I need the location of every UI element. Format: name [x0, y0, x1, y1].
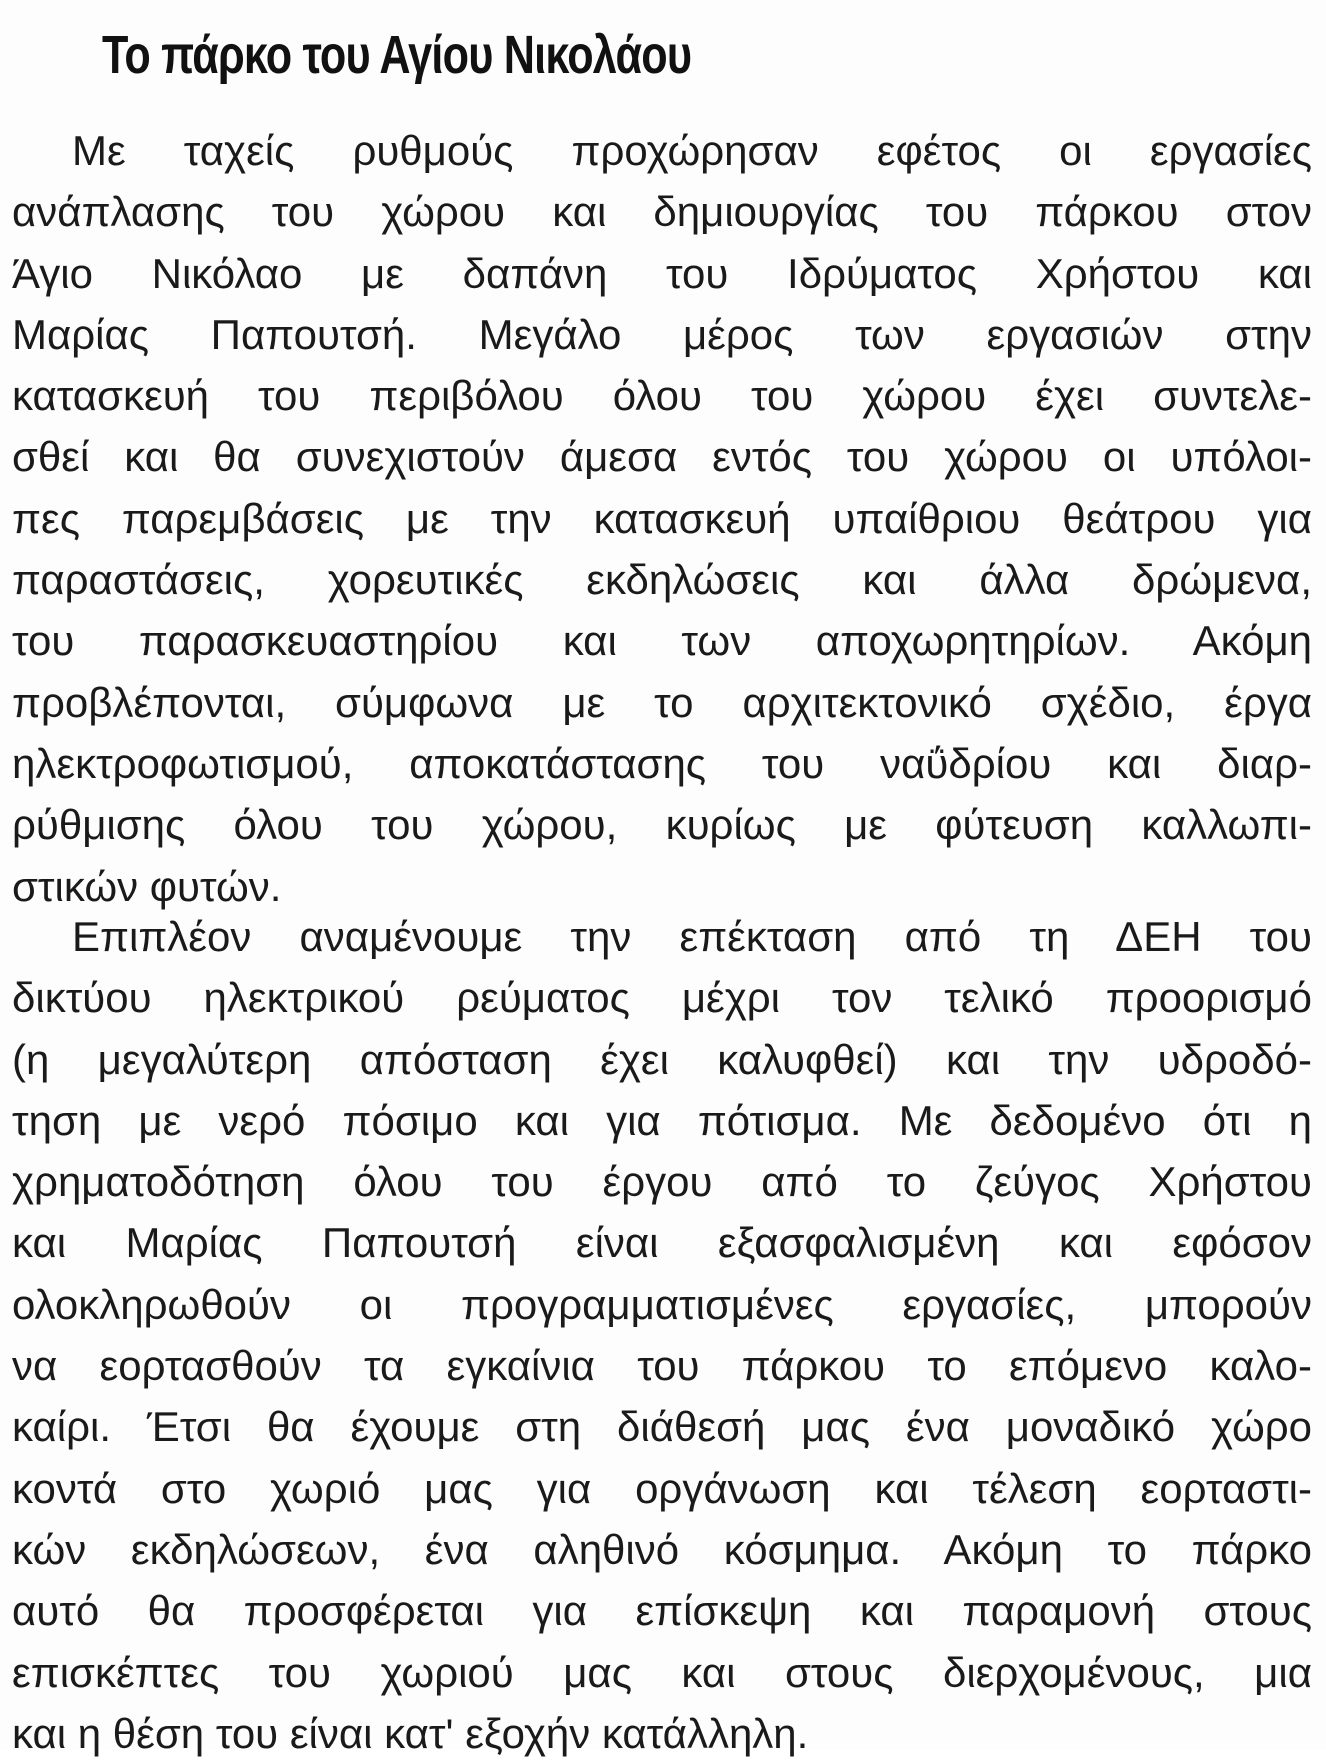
text-line: να εορτασθούν τα εγκαίνια του πάρκου το επόμενο καλο-: [12, 1342, 1312, 1390]
text-line: χρηματοδότηση όλου του έργου από το ζεύγος Χρήστου: [12, 1158, 1312, 1206]
text-line: καίρι. Έτσι θα έχουμε στη διάθεσή μας ένα μοναδικό χώρο: [12, 1403, 1312, 1451]
text-line: κατασκευή του περιβόλου όλου του χώρου έχει συντελε-: [12, 372, 1312, 420]
text-line: και Μαρίας Παπουτσή είναι εξασφαλισμένη και εφόσον: [12, 1219, 1312, 1267]
text-line: Μαρίας Παπουτσή. Μεγάλο μέρος των εργασιών στην: [12, 310, 1312, 358]
text-line: Επιπλέον αναμένουμε την επέκταση από τη ΔΕΗ του: [72, 913, 1312, 960]
text-line: προβλέπονται, σύμφωνα με το αρχιτεκτονικό σχέδιο, έργα: [12, 678, 1312, 726]
text-line: σθεί και θα συνεχιστούν άμεσα εντός του χώρου οι υπόλοι-: [12, 433, 1312, 481]
text-line: δικτύου ηλεκτρικού ρεύματος μέχρι τον τελικό προορισμό: [12, 974, 1312, 1022]
text-line: επισκέπτες του χωριού μας και στους διερχομένους, μια: [12, 1648, 1312, 1696]
text-line: Άγιο Νικόλαο με δαπάνη του Ιδρύματος Χρήστου και: [12, 249, 1312, 297]
text-line: πες παρεμβάσεις με την κατασκευή υπαίθριου θεάτρου για: [12, 494, 1312, 542]
article-paragraph-2: [12, 906, 1312, 1764]
text-line: ολοκληρωθούν οι προγραμματισμένες εργασίες, μπορούν: [12, 1280, 1312, 1328]
text-line: στικών φυτών.: [12, 862, 282, 910]
text-line: του παρασκευαστηρίου και των αποχωρητηρίων. Ακόμη: [12, 617, 1312, 665]
text-line: ανάπλασης του χώρου και δημιουργίας του πάρκου στον: [12, 188, 1312, 236]
text-line: Με ταχείς ρυθμούς προχώρησαν εφέτος οι εργασίες: [72, 127, 1312, 174]
text-line: και η θέση του είναι κατ' εξοχήν κατάλληλη.: [12, 1709, 809, 1757]
text-line: τηση με νερό πόσιμο και για πότισμα. Με δεδομένο ότι η: [12, 1096, 1312, 1144]
article-paragraph-1: [12, 120, 1312, 917]
text-line: ρύθμισης όλου του χώρου, κυρίως με φύτευση καλλωπι-: [12, 801, 1312, 849]
article-title: Το πάρκο του Αγίου Νικολάου: [102, 25, 692, 85]
text-line: κών εκδηλώσεων, ένα αληθινό κόσμημα. Ακόμη το πάρκο: [12, 1525, 1312, 1573]
text-line: αυτό θα προσφέρεται για επίσκεψη και παραμονή στους: [12, 1587, 1312, 1635]
text-line: παραστάσεις, χορευτικές εκδηλώσεις και άλλα δρώμενα,: [12, 556, 1312, 604]
text-line: ηλεκτροφωτισμού, αποκατάστασης του ναΰδρίου και διαρ-: [12, 739, 1312, 787]
text-line: κοντά στο χωριό μας για οργάνωση και τέλεση εορταστι-: [12, 1464, 1312, 1512]
text-line: (η μεγαλύτερη απόσταση έχει καλυφθεί) και την υδροδό-: [12, 1035, 1312, 1083]
